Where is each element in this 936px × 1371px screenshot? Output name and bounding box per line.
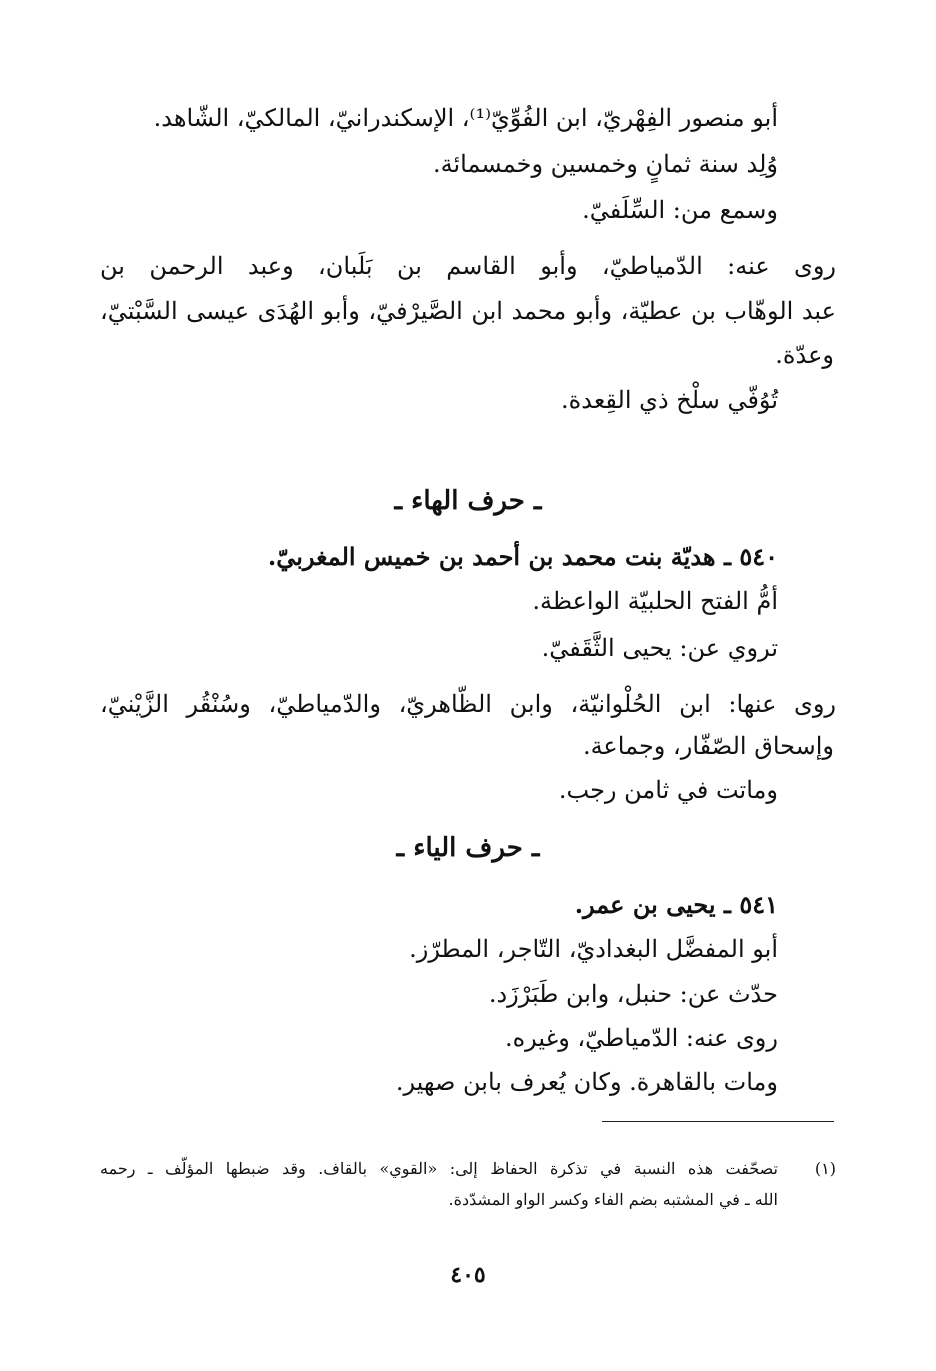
entry-line: تُوُفّي سلْخ ذي القِعدة. <box>561 386 778 414</box>
footnote-separator <box>602 1121 834 1122</box>
footnote-line: تصحّفت هذه النسبة في تذكرة الحفاظ إلى: «القوي» بالقاف. وقد ضبطها المؤلّف ـ رحمه <box>100 1159 778 1178</box>
entry-title: ٥٤١ ـ يحيى بن عمر. <box>574 890 778 919</box>
entry-line: أمُّ الفتح الحلبيّة الواعظة. <box>532 587 778 615</box>
entry-line: حدّث عن: حنبل، وابن طَبَرْزَد. <box>488 980 778 1008</box>
entry-line: وعدّة. <box>775 341 834 369</box>
entry-line: وسمع من: السِّلَفيّ. <box>582 196 778 224</box>
entry-title: ٥٤٠ ـ هديّة بنت محمد بن أحمد بن خميس المغربيّ. <box>267 542 778 571</box>
entry-line: روى عنه: الدّمياطيّ، وأبو القاسم بن بَلَبان، وعبد الرحمن بن <box>100 252 836 280</box>
footnote-line: الله ـ في المشتبه بضم الفاء وكسر الواو المشدّدة. <box>448 1190 778 1209</box>
entry-line: أبو المفضَّل البغداديّ، التّاجر، المطرّز. <box>409 935 778 963</box>
entry-line: تروي عن: يحيى الثَّقَفيّ. <box>541 634 778 662</box>
entry-line: روى عنه: الدّمياطيّ، وغيره. <box>504 1024 778 1052</box>
entry-line: وماتت في ثامن رجب. <box>558 776 778 804</box>
section-heading-ya: ـ حرف الياء ـ <box>396 833 540 863</box>
entry-line: أبو منصور الفِهْريّ، ابن الفُوِّيّ⁽¹⁾، الإسكندرانيّ، المالكيّ، الشّاهد. <box>153 104 778 132</box>
entry-line: وإسحاق الصّفّار، وجماعة. <box>582 732 834 760</box>
entry-line: ومات بالقاهرة. وكان يُعرف بابن صهير. <box>395 1068 778 1096</box>
entry-line: عبد الوهّاب بن عطيّة، وأبو محمد ابن الصَّيرْفيّ، وأبو الهُدَى عيسى السَّبْتيّ، <box>100 297 836 325</box>
footnote-marker: (١) <box>814 1159 836 1178</box>
page-number: ٤٠٥ <box>450 1262 486 1288</box>
entry-line: روى عنها: ابن الحُلْوانيّة، وابن الظّاهريّ، والدّمياطيّ، وسُنْقُر الزَّيْنيّ، <box>100 690 836 718</box>
entry-line: وُلِد سنة ثمانٍ وخمسين وخمسمائة. <box>432 150 778 178</box>
section-heading-ha: ـ حرف الهاء ـ <box>394 486 542 516</box>
